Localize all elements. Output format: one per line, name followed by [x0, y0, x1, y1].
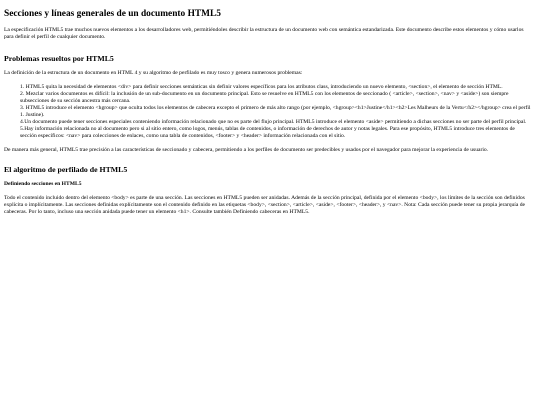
section-heading-algorithm: El algoritmo de perfilado de HTML5	[4, 165, 128, 174]
section-heading-problems: Problemas resueltos por HTML5	[4, 54, 114, 63]
problems-conclusion-paragraph: De manera más general, HTML5 trae precisión a las características de seccionado y cabecera, permitiendo a los perfiles de documento ser predecibles y usados por el navegador para mejorar la experiencia de usuario.	[4, 147, 489, 153]
document-page	[4, 9, 532, 223]
problems-lead-paragraph: La definición de la estructura de un documento en HTML 4 y su algoritmo de perfilado es muy tosco y genera numerosos problemas:	[4, 70, 303, 76]
list-item: 4.Un documento puede tener secciones especiales conteniendo información relacionado que no es parte del flujo principal. HTML5 introduce el elemento <aside> permitiendo a dichas secciones no ser parte del perfil principal.	[20, 119, 527, 125]
list-item: 1. HTML5 quita la necesidad de elementos <div> para definir secciones semánticas sin definir valores específicos para los atributos class, introduciendo un nuevo elemento, <section>, el elemento de sección HTML.	[20, 84, 503, 90]
intro-paragraph: La especificación HTML5 trae muchos nuevos elementos a los desarrolladores web, permitiéndoles describir la estructura de un documento web con semántica estandarizada. Este documento describe estos elementos y cómo usarlos para definir el perfil de cualquier documento.	[4, 27, 524, 40]
problems-list	[4, 84, 532, 140]
list-item: 3. HTML5 introduce el elemento <hgroup> que oculta todos los elementos de cabecera excepto el primero de más alto rango (por ejemplo, <hgroup><h1>Justine</h1><h2>Les Malheurs de la Vertu</h2></hgroup> crea el perfil 1. Justine).	[20, 105, 531, 118]
subsection-heading-defining-sections: Definiendo secciones en HTML5	[4, 181, 82, 187]
list-item: 2. Mezclar varios documentos es difícil: la inclusión de un sub-documento en un documento principal. Esto se resuelve en HTML5 con los elementos de seccionado ( <article>, <section>, <nav> y <aside>) son siempre subsecciones de su sección ancestra más cercana.	[20, 91, 509, 104]
list-item: 5.Hay información relacionada no al documento pero si al sitio entero, como logos, menús, tablas de contenidos, o información de derechos de autor y notas legales. Para ese propósito, HTML5 introduce tres elementos de sección específicos: <nav> para colecciones de enlaces, como una tabla de contenidos, <footer> y <header> información relacionada con el sitio.	[20, 126, 515, 139]
page-title: Secciones y líneas generales de un documento HTML5	[4, 9, 221, 19]
algorithm-body-paragraph: Todo el contenido incluido dentro del elemento <body> es parte de una sección. Las secciones en HTML5 pueden ser anidadas. Además de la sección principal, definida por el elemento <body>, los límites de la sección son definidos explícita o implícitamente. Las secciones definidas explícitamente son el contenido definido en las etiquetas <body>, <section>, <article>, <aside>, <footer>, <header>, y <nav>. Nota: Cada sección puede tener su propia jerarquía de cabeceras. Por lo tanto, incluso una sección anidada puede tener un elemento <h1>. Consulte también Definiendo cabeceras en HTML5.	[4, 195, 526, 215]
